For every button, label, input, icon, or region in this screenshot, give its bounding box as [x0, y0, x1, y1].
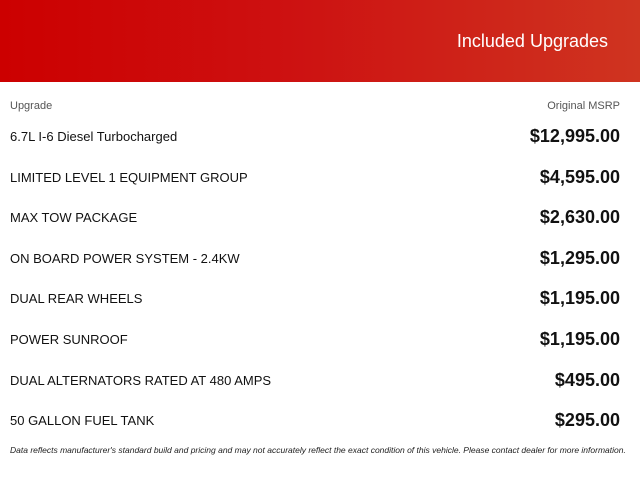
- header-banner: [0, 0, 640, 82]
- upgrade-row: [0, 278, 640, 319]
- upgrade-row: [0, 197, 640, 238]
- upgrade-name: 6.7L I-6 Diesel Turbocharged: [10, 129, 178, 144]
- upgrade-price: $1,195.00: [539, 288, 620, 309]
- upgrade-price: $495.00: [554, 369, 620, 390]
- upgrade-row: [0, 400, 640, 441]
- upgrade-row: [0, 360, 640, 401]
- upgrade-name: DUAL REAR WHEELS: [10, 291, 143, 307]
- upgrade-name: 50 GALLON FUEL TANK: [10, 413, 155, 429]
- upgrade-price: $295.00: [554, 410, 620, 431]
- upgrade-name: MAX TOW PACKAGE: [10, 210, 138, 226]
- upgrade-price: $4,595.00: [539, 166, 620, 187]
- upgrade-name: LIMITED LEVEL 1 EQUIPMENT GROUP: [10, 169, 248, 185]
- upgrade-name: DUAL ALTERNATORS RATED AT 480 AMPS: [10, 372, 272, 388]
- upgrade-row: [0, 116, 640, 157]
- page-title: Included Upgrades: [456, 31, 608, 51]
- upgrades-list: [0, 116, 640, 441]
- upgrade-row: [0, 238, 640, 279]
- upgrade-price: $2,630.00: [539, 207, 620, 228]
- upgrade-price: $1,295.00: [539, 247, 620, 268]
- upgrade-row: [0, 157, 640, 198]
- column-header-upgrade: Upgrade: [10, 100, 53, 112]
- disclaimer-text: Data reflects manufacturer's standard build and pricing and may not accurately reflect the exact condition of this vehicle. Please contact dealer for more information.: [10, 445, 626, 455]
- upgrade-name: ON BOARD POWER SYSTEM - 2.4KW: [10, 250, 240, 266]
- upgrade-price: $12,995.00: [529, 126, 620, 146]
- column-header-msrp: Original MSRP: [547, 100, 620, 112]
- upgrade-name: POWER SUNROOF: [10, 331, 128, 347]
- upgrade-price: $1,195.00: [539, 328, 620, 349]
- upgrade-row: [0, 319, 640, 360]
